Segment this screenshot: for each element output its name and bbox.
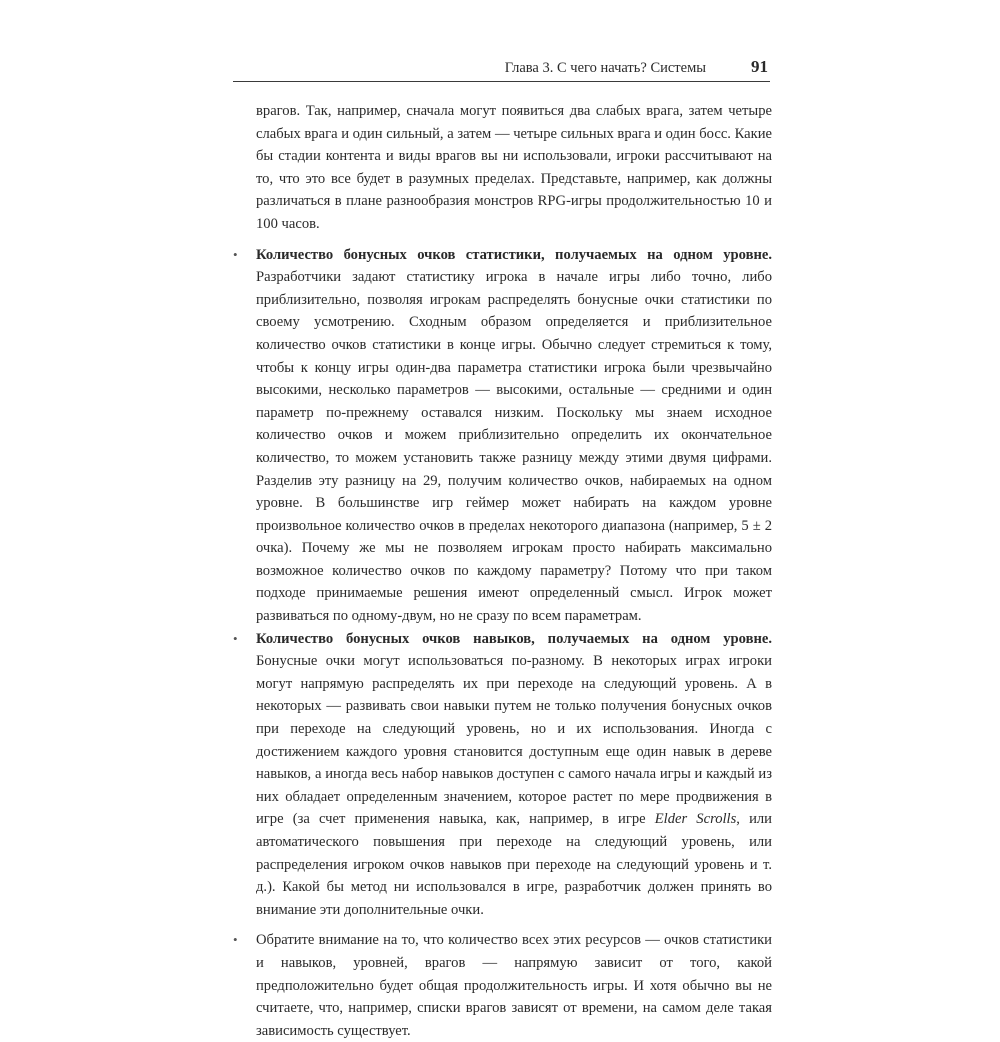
bullet-text-continued: , или автоматического повышения при переходе на следующий уровень, или распределения игроком очков навыков при переходе на следующий уровень и т. д.). Какой бы метод ни использовался в игре, разработчик должен принять во внимание эти дополнительные очки. [256, 811, 772, 918]
bullet-heading: Количество бонусных очков навыков, получаемых на одном уровне. [256, 630, 772, 647]
bullet-text: Обратите внимание на то, что количество всех этих ресурсов — очков статистики и навыков, уровней, врагов — напрямую зависит от того, какой предположительно будет общая продолжительность игры. И хотя обычно вы не считаете, что, например, списки врагов зависят от времени, на самом деле такая зависимость существует. [256, 932, 772, 1039]
page-body [232, 100, 772, 1042]
page-number: 91 [751, 57, 768, 76]
running-head [233, 55, 770, 82]
bullet-heading: Количество бонусных очков статистики, получаемых на одном уровне. [256, 246, 772, 263]
list-item [232, 244, 772, 628]
game-title: Elder Scrolls [654, 811, 737, 828]
intro-paragraph: врагов. Так, например, сначала могут появиться два слабых врага, затем четыре слабых врага и один сильный, а затем — четыре сильных врага и один босс. Какие бы стадии контента и виды врагов вы ни использовали, игроки рассчитывают на то, что это все будет в разумных пределах. Представьте, например, как должны различаться в плане разнообразия монстров RPG-игры продолжительностью 10 и 100 часов. [256, 103, 772, 232]
bullet-icon: • [233, 630, 238, 646]
list-item [232, 628, 772, 922]
chapter-title: Глава 3. С чего начать? Системы [504, 60, 706, 76]
bullet-text: Разработчики задают статистику игрока в начале игры либо точно, либо приблизительно, позволяя игрокам распределять бонусные очки статистики по своему усмотрению. Сходным образом определяется и приблизительное количество очков статистики в конце игры. Обычно следует стремиться к тому, чтобы к концу игры один-два параметра статистики игрока были чрезвычайно высокими, несколько параметров — высокими, остальные — средними и один параметр по-прежнему оставался низким. Поскольку мы знаем исходное количество очков и можем приблизительно определить их окончательное количество, то можем установить также разницу между этими двумя цифрами. Разделив эту разницу на 29, получим количество очков, набираемых на одном уровне. В большинстве игр геймер может набирать на каждом уровне произвольное количество очков в пределах некоторого диапазона (например, 5 ± 2 очка). Почему же мы не позволяем игрокам просто набирать максимально возможное количество очков по каждому параметру? Потому что при таком подходе принимаемые решения имеют определенный смысл. Игрок может развиваться по одному-двум, но не сразу по всем параметрам. [256, 269, 772, 625]
bullet-text: Бонусные очки могут использоваться по-разному. В некоторых играх игроки могут напрямую распределять их при переходе на следующий уровень. А в некоторых — развивать свои навыки путем не только получения бонусных очков при переходе на следующий уровень, но и их использования. Иногда с достижением каждого уровня становится доступным еще один навык в дереве навыков, а иногда весь набор навыков доступен с самого начала игры и каждый из них обладает определенным значением, которое растет по мере продвижения в игре (за счет применения навыка, как, например, в игре [256, 653, 772, 828]
bullet-icon: • [233, 932, 238, 948]
list-item [232, 929, 772, 1042]
bullet-icon: • [233, 246, 238, 262]
